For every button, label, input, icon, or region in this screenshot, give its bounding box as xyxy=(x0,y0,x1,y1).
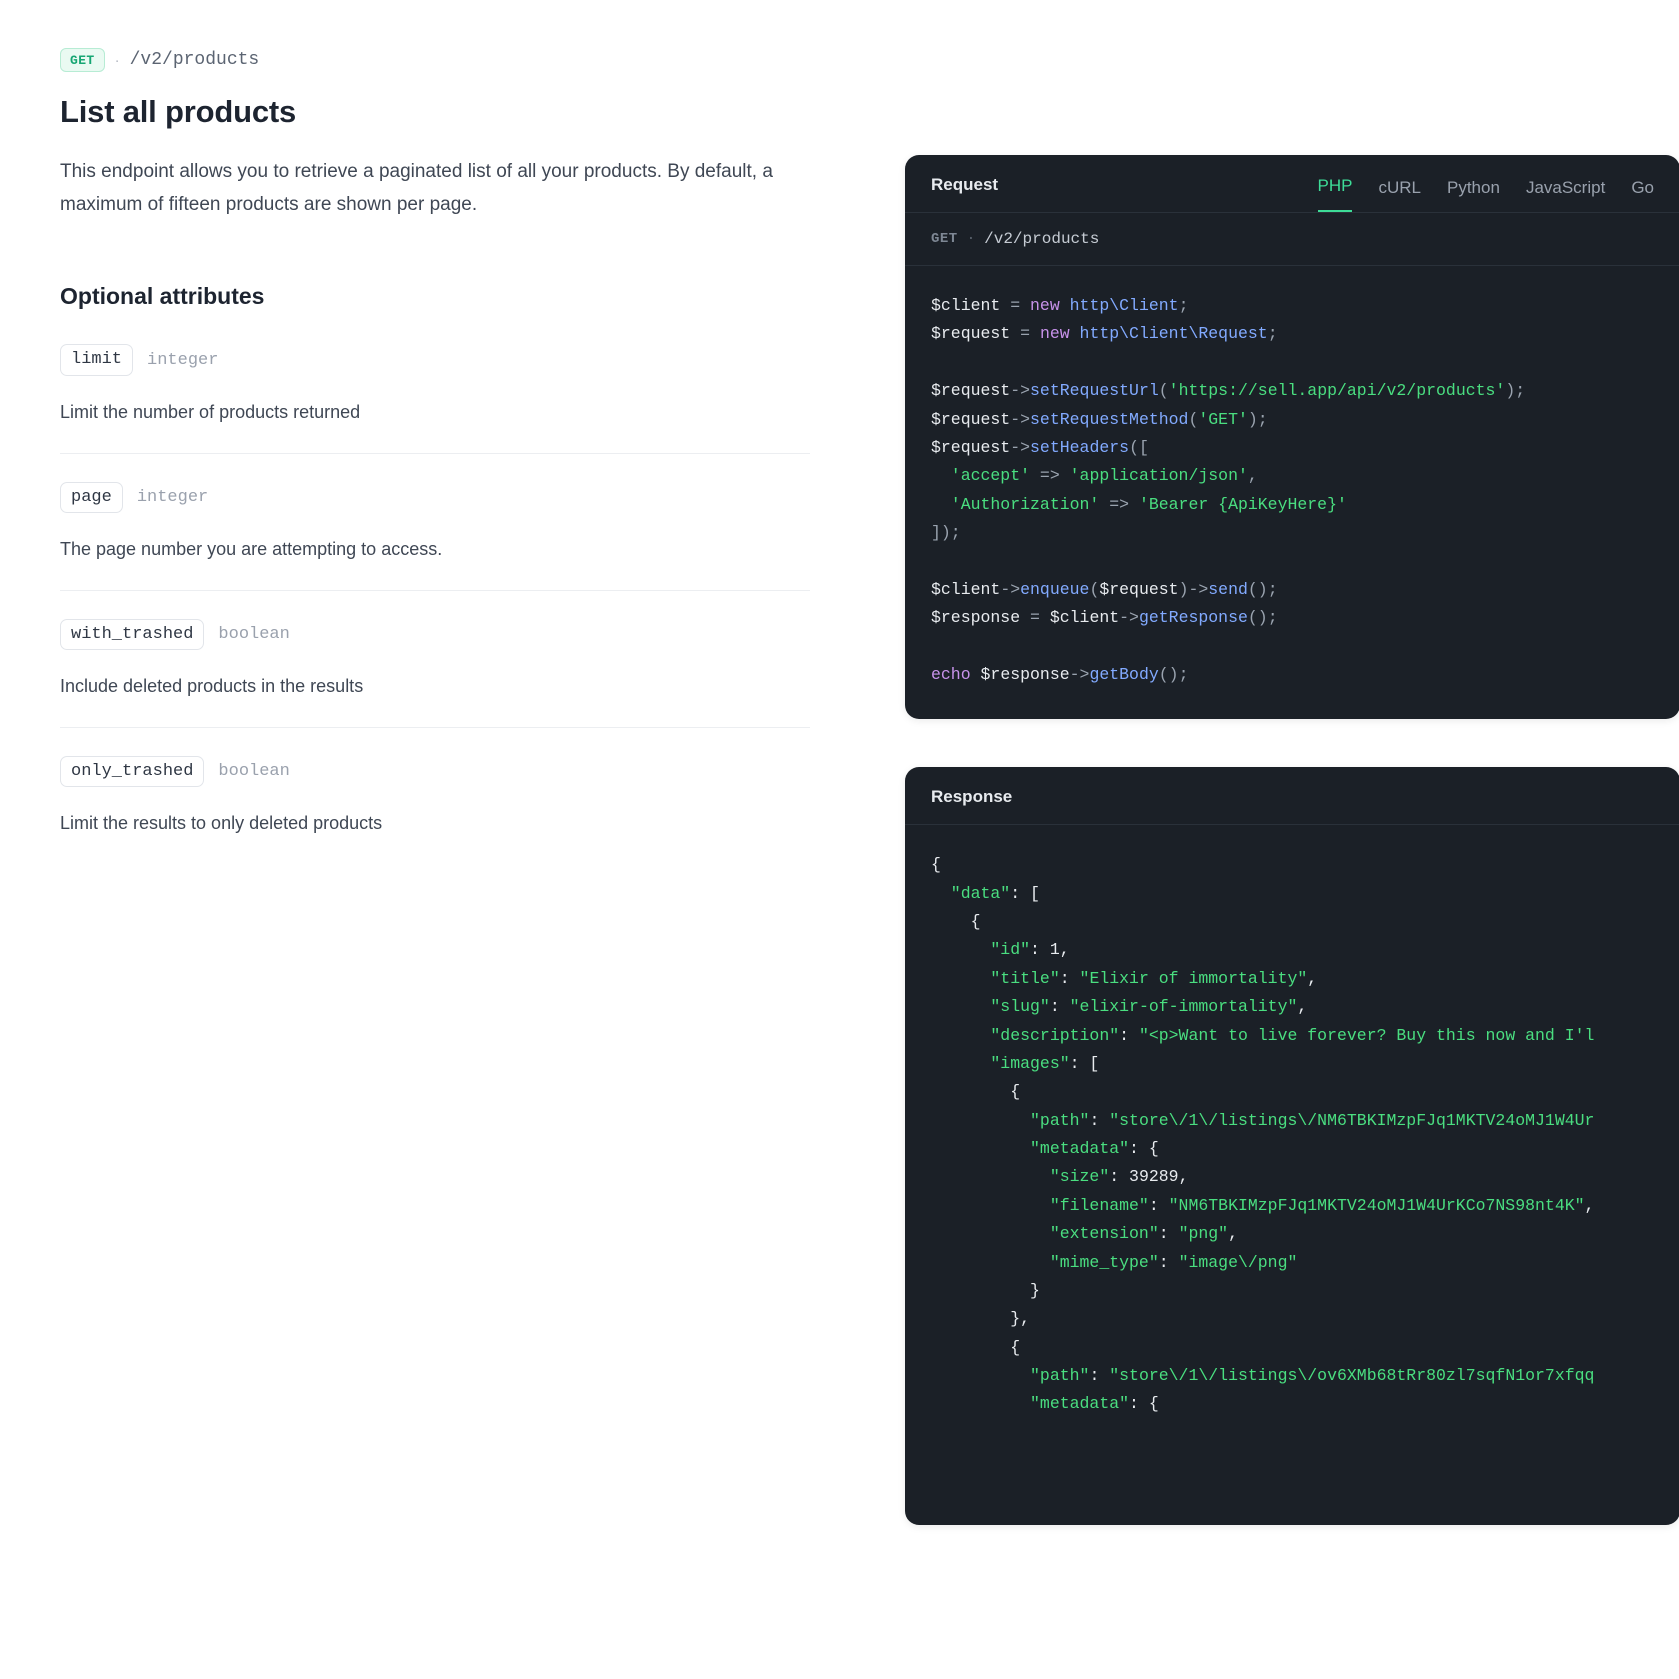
optional-attributes-heading: Optional attributes xyxy=(60,283,265,310)
response-panel-header xyxy=(905,767,1679,825)
endpoint-description: This endpoint allows you to retrieve a paginated list of all your products. By default, a maximum of fifteen products are shown per page. xyxy=(60,161,773,215)
attribute-description: Limit the results to only deleted products xyxy=(60,813,383,834)
attribute-name: with_trashed xyxy=(60,619,204,650)
endpoint-path: /v2/products xyxy=(129,50,260,70)
language-tabs xyxy=(1317,176,1654,197)
attribute-header xyxy=(60,619,810,650)
attribute-item xyxy=(60,756,810,864)
response-code-block[interactable]: { "data": [ { "id": 1, "title": "Elixir of immortality", "slug": "elixir-of-immortality", "description": "<p>Want to live forever? Buy this now and I'l "images": [ { "path": "store\/1\/listings\/NM6TBKIMzpFJq1MKTV24oMJ1W4Ur "metadata": { "size": 39289, "filename": "NM6TBKIMzpFJq1MKTV24oMJ1W4UrKCo7NS98nt4K", "extension": "png", "mime_type": "image\/png" } }, { "path": "store\/1\/listings\/ov6XMb68tRr80zl7sqfN1or7xfqq "metadata": { xyxy=(931,855,1595,1414)
request-panel xyxy=(905,155,1679,719)
tab-python[interactable]: Python xyxy=(1447,178,1500,197)
attribute-item xyxy=(60,482,810,591)
request-separator-dot: · xyxy=(966,231,976,247)
tab-go[interactable]: Go xyxy=(1631,178,1654,197)
attribute-type: boolean xyxy=(218,624,290,644)
attribute-header xyxy=(60,482,810,513)
response-body[interactable] xyxy=(905,825,1679,1525)
request-code-block[interactable]: $client = new http\Client; $request = new http\Client\Request; $request->setRequestUrl('https://sell.app/api/v2/products'); $request->setRequestMethod('GET'); $request->setHeaders([ 'accept' => 'application/json', 'Authorization' => 'Bearer {ApiKeyHere}' ]); $client->enqueue($request)->send(); $response = $client->getResponse(); echo $response->getBody(); xyxy=(931,296,1526,684)
endpoint-header xyxy=(60,48,840,72)
attribute-description: Limit the number of products returned xyxy=(60,401,361,422)
tab-php[interactable]: PHP xyxy=(1318,176,1353,212)
attribute-header xyxy=(60,344,810,375)
separator-dot: · xyxy=(114,51,120,69)
attribute-description: The page number you are attempting to access. xyxy=(60,538,443,559)
request-path-label: /v2/products xyxy=(984,230,1100,248)
response-panel xyxy=(905,767,1679,1525)
attribute-item xyxy=(60,344,810,453)
page-title: List all products xyxy=(60,94,297,129)
request-panel-header xyxy=(905,155,1679,213)
tab-javascript[interactable]: JavaScript xyxy=(1525,178,1606,197)
attribute-name: limit xyxy=(60,344,133,375)
request-method-label: GET xyxy=(931,231,958,247)
code-panels xyxy=(905,155,1679,1525)
request-panel-title: Request xyxy=(931,175,999,194)
tab-curl[interactable]: cURL xyxy=(1378,178,1421,197)
attribute-description: Include deleted products in the results xyxy=(60,676,364,697)
attribute-type: integer xyxy=(136,487,209,507)
request-endpoint-bar xyxy=(905,213,1679,266)
attribute-type: integer xyxy=(147,350,219,370)
response-panel-title: Response xyxy=(931,787,1013,807)
attribute-name: page xyxy=(60,482,123,513)
attribute-type: boolean xyxy=(218,762,290,782)
attribute-name: only_trashed xyxy=(60,756,204,787)
http-method-badge: GET xyxy=(60,48,105,72)
attribute-header xyxy=(60,756,810,787)
attribute-list xyxy=(60,344,810,864)
attribute-item xyxy=(60,619,810,728)
